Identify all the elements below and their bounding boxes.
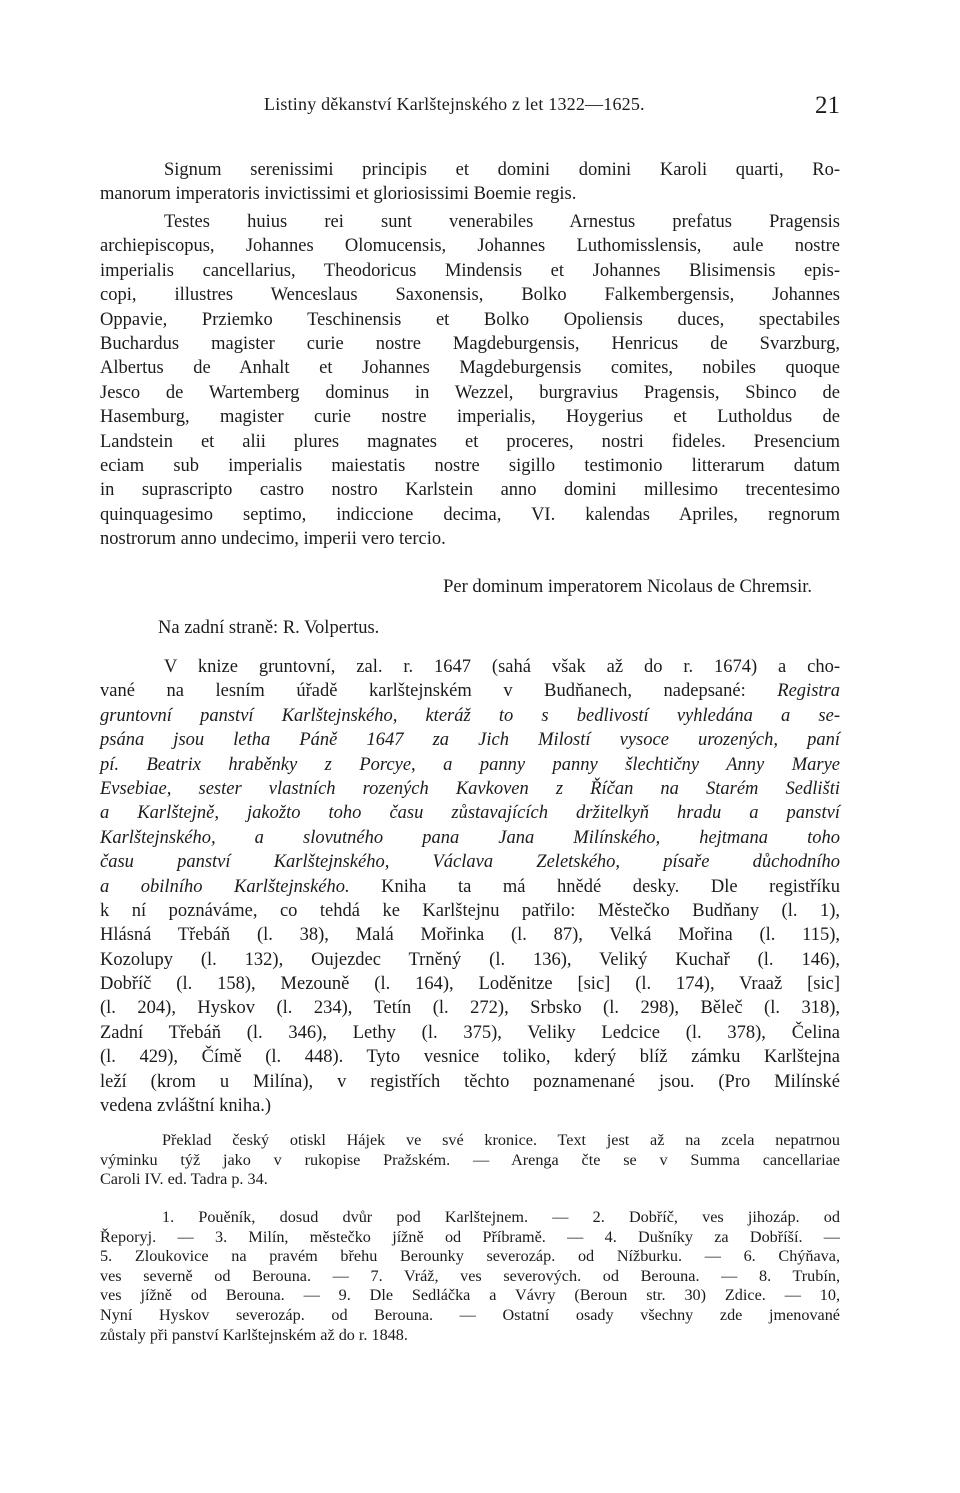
- text-line: Jesco de Wartemberg dominus in Wezzel, burgravius Pragensis, Sbinco de: [100, 382, 840, 403]
- italic-segment: času panství Karlštejnského, Václava Zeletského, písaře důchodního: [100, 852, 840, 873]
- text-line: Landstein et alii plures magnates et proceres, nostri fideles. Presencium: [100, 431, 840, 452]
- footnote-line: Nyní Hyskov severozáp. od Berouna. — Ostatní osady všechny zde jmenované: [100, 1305, 840, 1324]
- footnote-line: 5. Zloukovice na pravém břehu Berounky severozáp. od Nížburku. — 6. Chýňava,: [100, 1247, 840, 1266]
- text-line: [100, 899, 840, 923]
- italic-segment: a obilního Karlštejnského.: [100, 876, 350, 897]
- footnote-line: 1. Pouěník, dosud dvůr pod Karlštejnem. — 2. Dobříč, ves jihozáp. od: [162, 1208, 840, 1226]
- roman-segment: V knize gruntovní, zal. r. 1647 (sahá však až do r. 1674) a cho-: [164, 657, 840, 677]
- roman-segment: Hlásná Třebáň (l. 38), Malá Mořinka (l. 87), Velká Mořina (l. 115),: [100, 925, 840, 946]
- text-line: [100, 1021, 840, 1045]
- page-number: 21: [815, 92, 840, 119]
- roman-segment: leží (krom u Milína), v registřích těchto poznamenané jsou. (Pro Milínské: [100, 1071, 840, 1092]
- text-line: [100, 704, 840, 728]
- roman-segment: k ní poznáváme, co tehdá ke Karlštejnu patřilo: Městečko Budňany (l. 1),: [100, 900, 840, 921]
- roman-segment: vedena zvláštní kniha.): [100, 1096, 272, 1117]
- text-line: eciam sub imperialis maiestatis nostre sigillo testimonio litterarum datum: [100, 455, 840, 476]
- text-line: [100, 679, 840, 703]
- text-line: quinquagesimo septimo, indiccione decima, VI. kalendas Apriles, regnorum: [100, 504, 840, 525]
- italic-segment: Karlštejnského, a slovutného pana Jana Milínského, hejtmana toho: [100, 827, 840, 848]
- text-line: [100, 728, 840, 752]
- text-line: Buchardus magister curie nostre Magdeburgensis, Henricus de Svarzburg,: [100, 333, 840, 354]
- italic-segment: Evsebiae, sester vlastních rozených Kavkoven z Říčan na Starém Sedlišti: [100, 778, 840, 799]
- text-line: archiepiscopus, Johannes Olomucensis, Johannes Luthomisslensis, aule nostre: [100, 236, 840, 257]
- header-title: Listiny děkanství Karlštejnského z let 1322—1625.: [264, 94, 645, 114]
- text-line: [100, 948, 840, 972]
- signature-line: Per dominum imperatorem Nicolaus de Chremsir.: [443, 577, 812, 597]
- text-line: [100, 655, 840, 679]
- footnote-line: zůstaly při panství Karlštejnském až do r. 1848.: [100, 1325, 408, 1344]
- translation-note: [100, 1131, 840, 1190]
- text-line: Signum serenissimi principis et domini domini Karoli quarti, Ro-: [164, 160, 840, 180]
- text-line: nostrorum anno undecimo, imperii vero tercio.: [100, 529, 446, 550]
- text-line: [100, 801, 840, 825]
- text-line: [100, 777, 840, 801]
- roman-segment: Dobříč (l. 158), Mezouně (l. 164), Loděnitze [sic] (l. 174), Vraaž [sic]: [100, 974, 840, 995]
- roman-segment: (l. 204), Hyskov (l. 234), Tetín (l. 272), Srbsko (l. 298), Běleč (l. 318),: [100, 998, 840, 1019]
- text-line: [100, 875, 840, 899]
- running-header: [100, 94, 840, 124]
- text-line: Hasemburg, magister curie nostre imperialis, Hoygerius et Lutholdus de: [100, 407, 840, 428]
- roman-segment: Kniha ta má hnědé desky. Dle registříku: [349, 876, 840, 897]
- note-line: výminku týž jako v rukopise Pražském. — Arenga čte se v Summa cancellariae: [100, 1150, 840, 1169]
- footnote-line: Řeporyj. — 3. Milín, městečko jížně od Příbramě. — 4. Dušníky za Dobříší. —: [100, 1227, 840, 1246]
- italic-segment: a Karlštejně, jakožto toho času zůstavajících držitelkyň hradu a panství: [100, 803, 840, 824]
- text-line: manorum imperatoris invictissimi et gloriosissimi Boemie regis.: [100, 184, 577, 205]
- signum-paragraph: [100, 158, 840, 207]
- text-line: [100, 923, 840, 947]
- text-line: Testes huius rei sunt venerabiles Arnestus prefatus Pragensis: [164, 212, 840, 232]
- text-line: imperialis cancellarius, Theodoricus Mindensis et Johannes Blisimensis epis-: [100, 260, 840, 281]
- text-line: [100, 1094, 840, 1118]
- text-line: [100, 1045, 840, 1069]
- text-line: [100, 1070, 840, 1094]
- text-line: Oppavie, Prziemko Teschinensis et Bolko Opoliensis duces, spectabiles: [100, 309, 840, 330]
- italic-segment: gruntovní panství Karlštejnského, kteráž to s bedlivostí vyhledána a se-: [100, 705, 840, 726]
- text-line: copi, illustres Wenceslaus Saxonensis, Bolko Falkembergensis, Johannes: [100, 285, 840, 306]
- footnote-line: ves jížně od Berouna. — 9. Dle Sedláčka a Vávry (Beroun str. 30) Zdice. — 10,: [100, 1286, 840, 1305]
- roman-segment: Kozolupy (l. 132), Oujezdec Trněný (l. 136), Veliký Kuchař (l. 146),: [100, 949, 840, 970]
- text-line: [100, 753, 840, 777]
- roman-segment: vané na lesním úřadě karlštejnském v Budňanech, nadepsané:: [100, 681, 778, 702]
- per-dominum-line: [100, 575, 840, 599]
- text-line: [100, 972, 840, 996]
- footnote-line: ves severně od Berouna. — 7. Vráž, ves severových. od Berouna. — 8. Trubín,: [100, 1266, 840, 1285]
- text-line: [100, 996, 840, 1020]
- text-line: in suprascripto castro nostro Karlstein anno domini millesimo trecentesimo: [100, 480, 840, 501]
- testes-paragraph: [100, 210, 840, 551]
- text-line: [100, 850, 840, 874]
- zadni-strana-line: [100, 616, 840, 640]
- italic-segment: pí. Beatrix hraběnky z Porcye, a panny panny šlechtičny Anny Marye: [100, 754, 840, 775]
- italic-segment: psána jsou letha Páně 1647 za Jich Milostí vysoce urozených, paní: [100, 730, 840, 751]
- text-line: Albertus de Anhalt et Johannes Magdeburgensis comites, nobiles quoque: [100, 358, 840, 379]
- text-line: [100, 826, 840, 850]
- roman-segment: (l. 429), Čímě (l. 448). Tyto vesnice tolikо, kderý blíž zámku Karlštejna: [100, 1047, 840, 1068]
- roman-segment: Zadní Třebáň (l. 346), Lethy (l. 375), Veliky Ledcice (l. 378), Čelina: [100, 1022, 840, 1043]
- note-line: Překlad český otiskl Hájek ve své kronice. Text jest až na zcela nepatrnou: [162, 1131, 840, 1149]
- italic-segment: Registra: [777, 681, 840, 702]
- kniha-paragraph: [100, 655, 840, 1118]
- note-line: Caroli IV. ed. Tadra p. 34.: [100, 1170, 268, 1189]
- footnotes: [100, 1208, 840, 1345]
- back-side-note: Na zadní straně: R. Volpertus.: [158, 618, 380, 638]
